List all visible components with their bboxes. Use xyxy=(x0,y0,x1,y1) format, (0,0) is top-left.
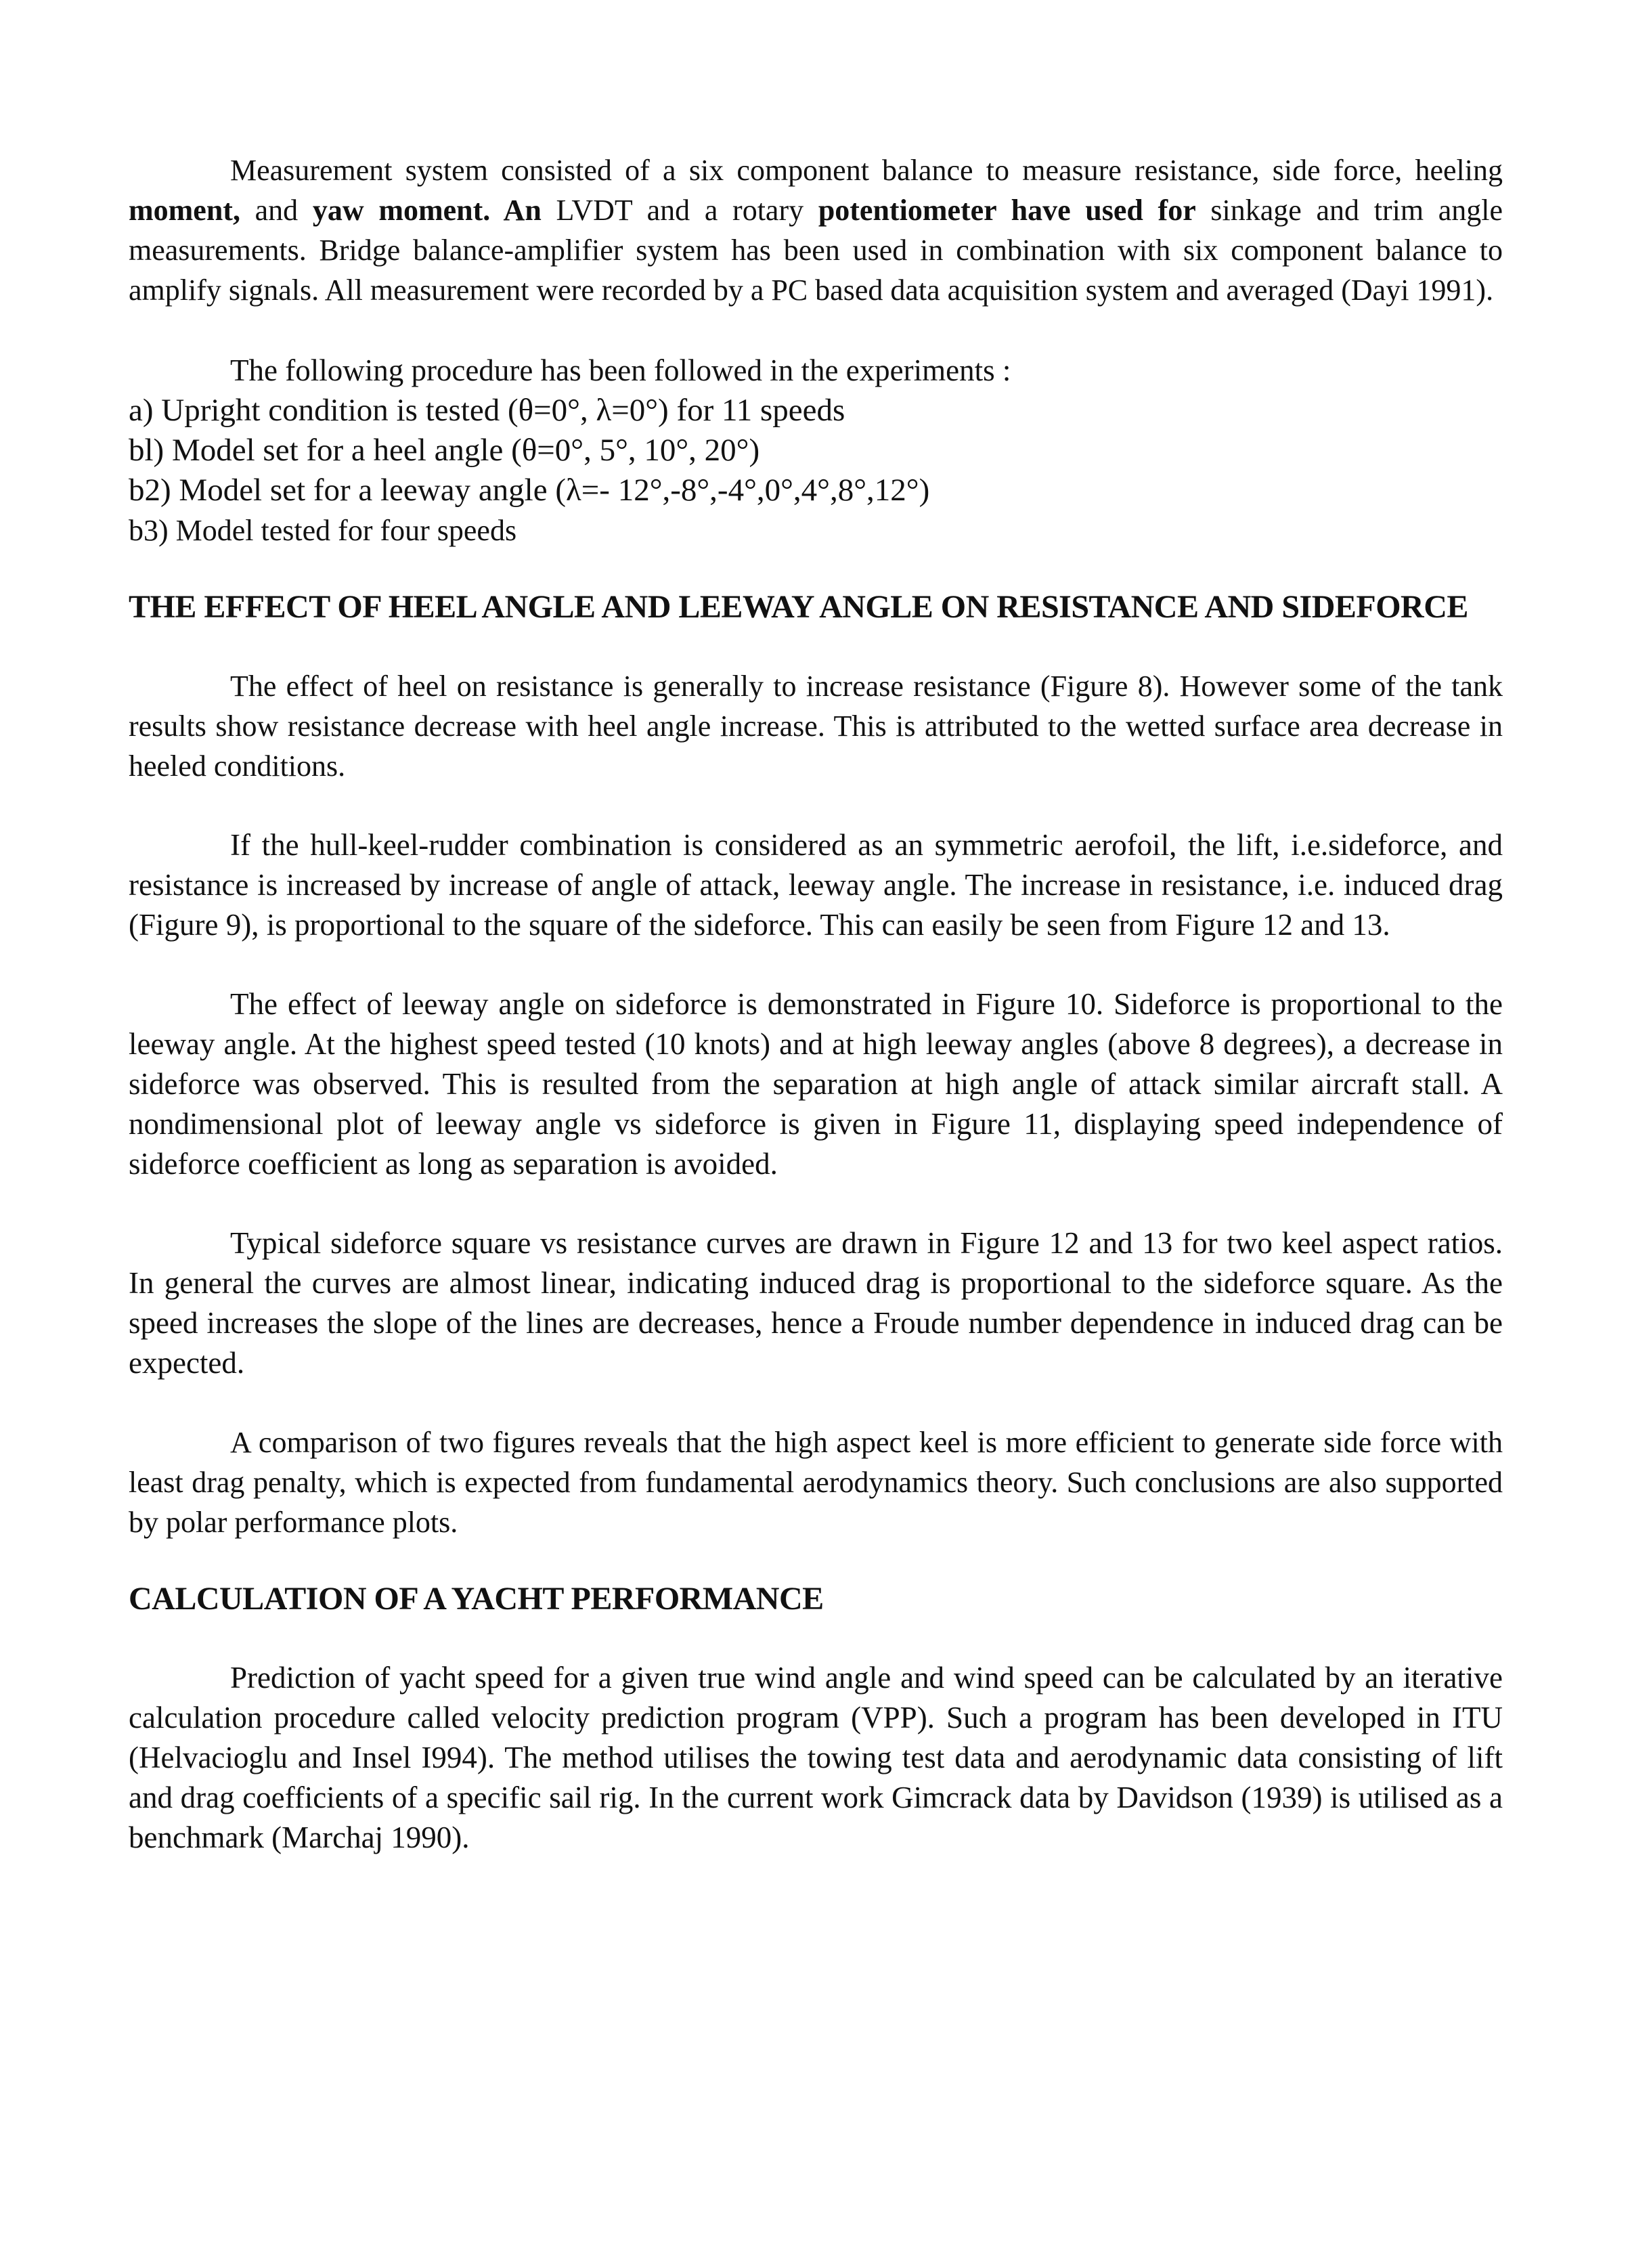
vpp-paragraph: Prediction of yacht speed for a given true wind angle and wind speed can be calculated by an iterative calculation procedure called velocity prediction program (VPP). Such a program has been developed in ITU (Helvacioglu and Insel I994). The method utilises the towing test data and aerodynamic data consisting of lift and drag coefficients of a specific sail rig. In the current work Gimcrack data by Davidson (1939) is utilised as a benchmark (Marchaj 1990). xyxy=(129,1661,1503,1854)
measurement-system-paragraph: Measurement system consisted of a six component balance to measure resistance, side force, heeling moment, and yaw moment. An LVDT and a rotary potentiometer have used for sinkage and trim angle measurements. Bridge balance-amplifier system has been used in combination with six component balance to amplify signals. All measurement were recorded by a PC based data acquisition system and averaged (Dayi 1991). xyxy=(129,154,1503,307)
document-page xyxy=(129,150,1503,1858)
procedure-item-b2: b2) Model set for a leeway angle (λ=- 12°,-8°,-4°,0°,4°,8°,12°) xyxy=(129,473,930,508)
procedure-item-b1: bl) Model set for a heel angle (θ=0°, 5°, 10°, 20°) xyxy=(129,433,760,468)
procedure-item-b3: b3) Model tested for four speeds xyxy=(129,514,517,547)
section-heading-heel-leeway: THE EFFECT OF HEEL ANGLE AND LEEWAY ANGLE ON RESISTANCE AND SIDEFORCE xyxy=(129,589,1468,625)
aerofoil-paragraph: If the hull-keel-rudder combination is considered as an symmetric aerofoil, the lift, i.e.sideforce, and resistance is increased by increase of angle of attack, leeway angle. The increase in resistance, i.e. induced drag (Figure 9), is proportional to the square of the sideforce. This can easily be seen from Figure 12 and 13. xyxy=(129,828,1503,942)
procedure-list xyxy=(129,391,1503,550)
comparison-paragraph: A comparison of two figures reveals that the high aspect keel is more efficient to generate side force with least drag penalty, which is expected from fundamental aerodynamics theory. Such conclusions are also supported by polar performance plots. xyxy=(129,1426,1503,1539)
procedure-intro: The following procedure has been followed in the experiments : xyxy=(230,353,1011,387)
sideforce-square-paragraph: Typical sideforce square vs resistance curves are drawn in Figure 12 and 13 for two keel aspect ratios. In general the curves are almost linear, indicating induced drag is proportional to the sideforce square. As the speed increases the slope of the lines are decreases, hence a Froude number dependence in induced drag can be expected. xyxy=(129,1226,1503,1380)
procedure-item-a: a) Upright condition is tested (θ=0°, λ=0°) for 11 speeds xyxy=(129,393,845,428)
section-heading-yacht-performance: CALCULATION OF A YACHT PERFORMANCE xyxy=(129,1581,824,1617)
leeway-sideforce-paragraph: The effect of leeway angle on sideforce is demonstrated in Figure 10. Sideforce is proportional to the leeway angle. At the highest speed tested (10 knots) and at high leeway angles (above 8 degrees), a decrease in sideforce was observed. This is resulted from the separation at high angle of attack similar aircraft stall. A nondimensional plot of leeway angle vs sideforce is given in Figure 11, displaying speed independence of sideforce coefficient as long as separation is avoided. xyxy=(129,987,1503,1181)
heel-resistance-paragraph: The effect of heel on resistance is generally to increase resistance (Figure 8). However some of the tank results show resistance decrease with heel angle increase. This is attributed to the wetted surface area decrease in heeled conditions. xyxy=(129,670,1503,783)
